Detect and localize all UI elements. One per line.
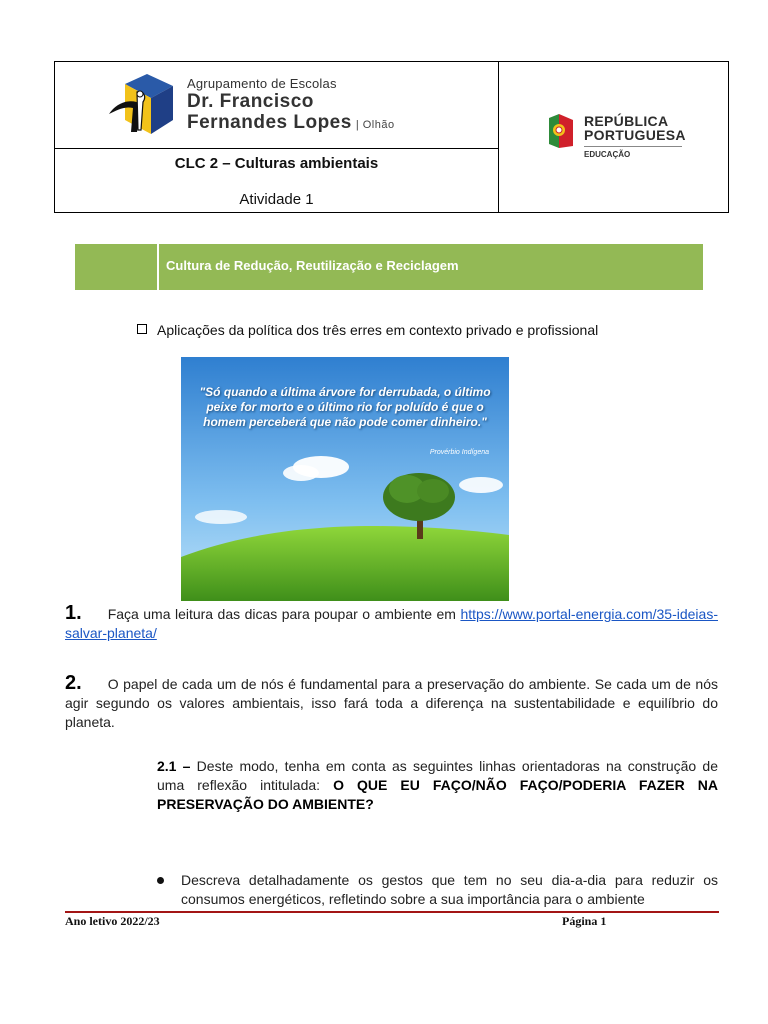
- footer-page-number: Página 1: [562, 914, 607, 928]
- government-logo-text: [584, 114, 686, 159]
- item-2-text: O papel de cada um de nós é fundamental para a preservação do ambiente. Se cada um de nós agir segundo os valores ambientais, isso fará toda a diferença na sustentabilidade e equilíbrio do planeta.: [65, 676, 718, 730]
- item-1-link[interactable]: https://www.portal-energia.com/35-ideias-salvar-planeta/: [65, 606, 718, 641]
- item-1: [65, 604, 718, 643]
- image-quote: "Só quando a última árvore for derrubada, o último peixe for morto e o último rio for poluído é que o homem perceberá que não pode comer dinheiro.": [199, 385, 491, 429]
- bullet-dot-icon: [157, 877, 164, 884]
- bullet-heading-text: Aplicações da política dos três erres em contexto privado e profissional: [157, 322, 599, 338]
- school-line-3: [187, 112, 395, 136]
- section-bar: [75, 244, 703, 290]
- instruction-text: Descreva detalhadamente os gestos que tem no seu dia-a-dia para reduzir os consumos energéticos, refletindo sobre a sua importância para o ambiente: [181, 872, 718, 907]
- item-2-1: [157, 757, 718, 814]
- landscape-image: [181, 357, 509, 601]
- government-rule: [584, 146, 682, 147]
- school-name: [187, 76, 395, 136]
- school-cell: [55, 62, 499, 149]
- government-cell: [499, 62, 728, 212]
- school-location: | Olhão: [355, 119, 395, 131]
- course-cell: [55, 149, 499, 212]
- item-1-number: 1.: [65, 602, 82, 624]
- item-2: [65, 674, 718, 732]
- course-title: CLC 2 – Culturas ambientais: [174, 155, 379, 172]
- school-line-3-text: Fernandes Lopes: [187, 112, 352, 133]
- checkbox-bullet-icon: [137, 324, 147, 334]
- government-line-3: EDUCAÇÃO: [584, 150, 631, 159]
- item-2-1-text: Deste modo, tenha em conta as seguintes linhas orientadoras na construção de uma reflexão intitulada:: [157, 758, 719, 793]
- bullet-heading: [137, 322, 598, 338]
- item-2-number: 2.: [65, 672, 82, 694]
- image-attribution: Provérbio Indígena: [429, 449, 489, 456]
- section-bar-label: Cultura de Redução, Reutilização e Reciclagem: [166, 258, 459, 273]
- instruction-item: [157, 871, 718, 909]
- portugal-flag-icon: [545, 112, 575, 150]
- government-line-1: REPÚBLICA: [584, 113, 669, 129]
- government-line-2: PORTUGUESA: [584, 127, 686, 143]
- item-1-text: Faça uma leitura das dicas para poupar o ambiente em: [107, 606, 461, 622]
- school-logo-icon: [107, 72, 181, 138]
- footer-school-year: Ano letivo 2022/23: [65, 914, 160, 928]
- school-line-1: Agrupamento de Escolas: [187, 76, 337, 91]
- school-line-2: Dr. Francisco: [187, 91, 314, 112]
- footer-rule: [65, 911, 719, 913]
- item-2-1-number: 2.1 –: [157, 758, 191, 774]
- header-table: [54, 61, 729, 213]
- item-2-1-title: O QUE EU FAÇO/NÃO FAÇO/PODERIA FAZER NA PRESERVAÇÃO DO AMBIENTE?: [157, 777, 719, 812]
- activity-title: Atividade 1: [239, 191, 314, 208]
- section-bar-divider: [157, 244, 159, 290]
